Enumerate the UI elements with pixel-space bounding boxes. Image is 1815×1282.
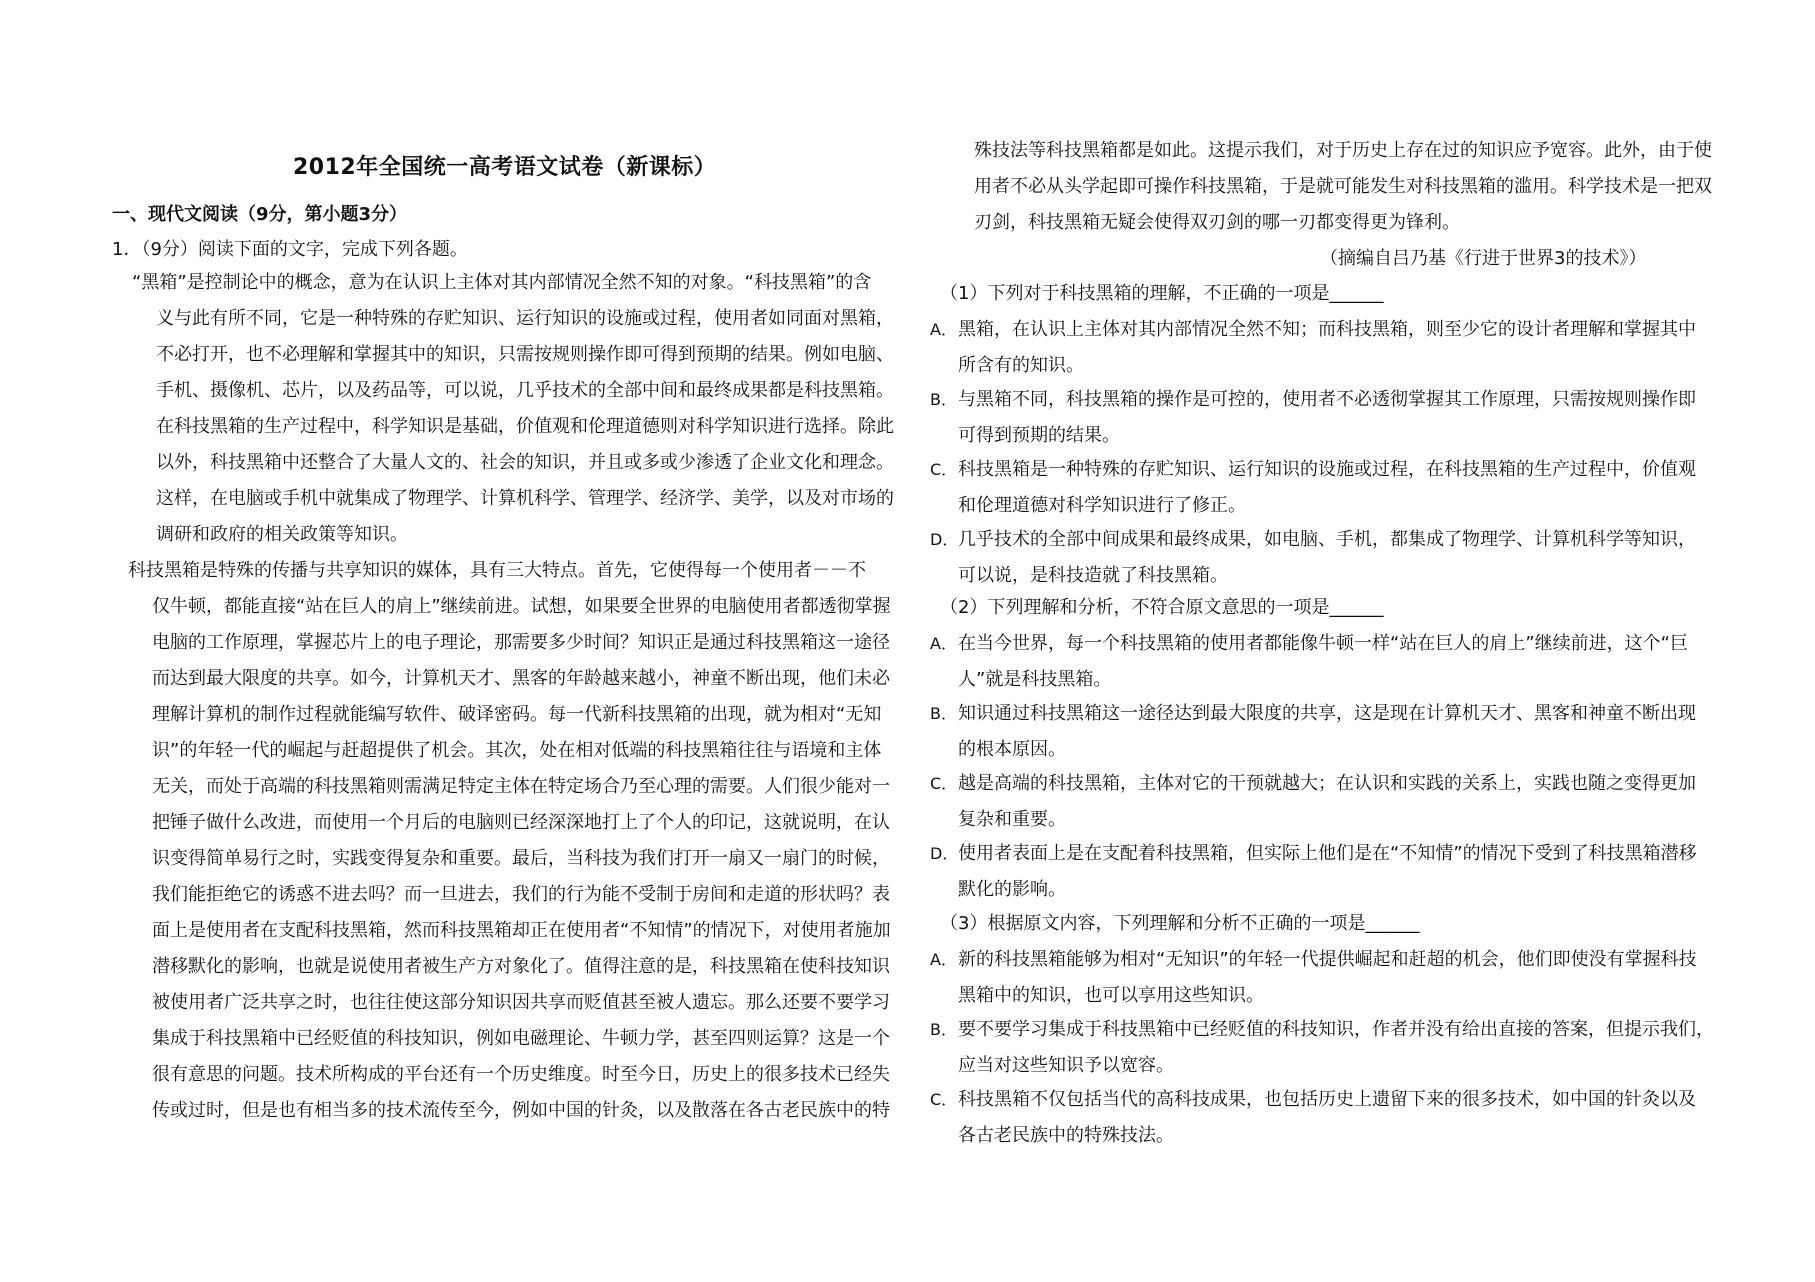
sub-question-2-stem: （2）下列理解和分析，不符合原文意思的一项是______ bbox=[940, 597, 1384, 618]
option-label: D． bbox=[930, 844, 959, 863]
option-line: 和伦理道德对科学知识进行了修正。 bbox=[958, 495, 1246, 516]
option-line: 科技黑箱不仅包括当代的高科技成果，也包括历史上遗留下来的很多技术，如中国的针灸以及 bbox=[958, 1089, 1696, 1110]
option-line: 越是高端的科技黑箱，主体对它的干预就越大；在认识和实践的关系上，实践也随之变得更加 bbox=[958, 773, 1696, 794]
passage-line: “黑箱”是控制论中的概念，意为在认识上主体对其内部情况全然不知的对象。“科技黑箱”的含 bbox=[132, 272, 872, 293]
source-citation: （摘编自吕乃基《行进于世界3的技术》） bbox=[1320, 248, 1647, 269]
question-heading: 1．（9分）阅读下面的文字，完成下列各题。 bbox=[112, 239, 468, 260]
option-line: 所含有的知识。 bbox=[958, 355, 1084, 376]
passage-line: 科技黑箱是特殊的传播与共享知识的媒体，具有三大特点。首先，它使得每一个使用者－－不 bbox=[128, 560, 866, 581]
option-label: C． bbox=[930, 774, 958, 793]
passage-paragraph-1 bbox=[132, 265, 900, 553]
option-line: 与黑箱不同，科技黑箱的操作是可控的，使用者不必透彻掌握其工作原理，只需按规则操作即 bbox=[958, 389, 1696, 410]
sub-question-3-stem: （3）根据原文内容，下列理解和分析不正确的一项是______ bbox=[940, 913, 1420, 934]
option-line: 人”就是科技黑箱。 bbox=[958, 669, 1112, 690]
passage-line: 识变得简单易行之时，实践变得复杂和重要。最后，当科技为我们打开一扇又一扇门的时候， bbox=[152, 848, 890, 869]
option-label: C． bbox=[930, 1090, 958, 1109]
passage-line: 把锤子做什么改进，而使用一个月后的电脑则已经深深地打上了个人的印记，这就说明，在认 bbox=[152, 812, 890, 833]
option-line: 可得到预期的结果。 bbox=[958, 425, 1120, 446]
passage-line: 识”的年轻一代的崛起与赶超提供了机会。其次，处在相对低端的科技黑箱往往与语境和主体 bbox=[152, 740, 882, 761]
passage-line: 我们能拒绝它的诱惑不进去吗？而一旦进去，我们的行为能不受制于房间和走道的形状吗？表 bbox=[152, 884, 890, 905]
passage-line: 很有意思的问题。技术所构成的平台还有一个历史维度。时至今日，历史上的很多技术已经失 bbox=[152, 1064, 890, 1085]
option-line: 复杂和重要。 bbox=[958, 809, 1066, 830]
option-line: 可以说，是科技造就了科技黑箱。 bbox=[958, 565, 1228, 586]
option-line: 几乎技术的全部中间成果和最终成果，如电脑、手机，都集成了物理学、计算机科学等知识， bbox=[958, 529, 1696, 550]
passage-line: 潜移默化的影响，也就是说使用者被生产方对象化了。值得注意的是，科技黑箱在使科技知识 bbox=[152, 956, 890, 977]
option-line: 默化的影响。 bbox=[958, 879, 1066, 900]
option-label: C． bbox=[930, 460, 958, 479]
passage-line: 手机、摄像机、芯片，以及药品等，可以说，几乎技术的全部中间和最终成果都是科技黑箱。 bbox=[156, 380, 894, 401]
passage-line: 而达到最大限度的共享。如今，计算机天才、黑客的年龄越来越小，神童不断出现，他们未必 bbox=[152, 668, 890, 689]
passage-line: 调研和政府的相关政策等知识。 bbox=[156, 524, 408, 545]
option-label: A． bbox=[930, 634, 957, 653]
sub-question-1-stem: （1）下列对于科技黑箱的理解，不正确的一项是______ bbox=[940, 283, 1384, 304]
option-label: B． bbox=[930, 390, 957, 409]
option-line: 黑箱中的知识，也可以享用这些知识。 bbox=[958, 985, 1264, 1006]
passage-line: 传或过时，但是也有相当多的技术流传至今，例如中国的针灸，以及散落在各古老民族中的特 bbox=[152, 1100, 890, 1121]
option-line: 在当今世界，每一个科技黑箱的使用者都能像牛顿一样“站在巨人的肩上”继续前进，这个“巨 bbox=[958, 633, 1688, 654]
passage-line: 刃剑，科技黑箱无疑会使得双刃剑的哪一刃都变得更为锋利。 bbox=[974, 212, 1460, 233]
passage-line: 不必打开，也不必理解和掌握其中的知识，只需按规则操作即可得到预期的结果。例如电脑、 bbox=[156, 344, 894, 365]
section-heading: 一、现代文阅读（9分，第小题3分） bbox=[112, 204, 408, 225]
option-line: 知识通过科技黑箱这一途径达到最大限度的共享，这是现在计算机天才、黑客和神童不断出现 bbox=[958, 703, 1696, 724]
passage-line: 殊技法等科技黑箱都是如此。这提示我们，对于历史上存在过的知识应予宽容。此外，由于使 bbox=[974, 140, 1712, 161]
option-label: A． bbox=[930, 950, 957, 969]
passage-line: 义与此有所不同，它是一种特殊的存贮知识、运行知识的设施或过程，使用者如同面对黑箱， bbox=[156, 308, 894, 329]
option-line: 的根本原因。 bbox=[958, 739, 1066, 760]
option-line: 应当对这些知识予以宽容。 bbox=[958, 1055, 1174, 1076]
option-label: D． bbox=[930, 530, 959, 549]
option-label: B． bbox=[930, 704, 957, 723]
passage-line: 被使用者广泛共享之时，也往往使这部分知识因共享而贬值甚至被人遗忘。那么还要不要学习 bbox=[152, 992, 890, 1013]
passage-line: 用者不必从头学起即可操作科技黑箱，于是就可能发生对科技黑箱的滥用。科学技术是一把双 bbox=[974, 176, 1712, 197]
passage-paragraph-2 bbox=[128, 553, 896, 1129]
option-line: 科技黑箱是一种特殊的存贮知识、运行知识的设施或过程，在科技黑箱的生产过程中，价值观 bbox=[958, 459, 1696, 480]
passage-line: 理解计算机的制作过程就能编写软件、破译密码。每一代新科技黑箱的出现，就为相对“无知 bbox=[152, 704, 882, 725]
option-line: 新的科技黑箱能够为相对“无知识”的年轻一代提供崛起和赶超的机会，他们即使没有掌握科技 bbox=[958, 949, 1697, 970]
passage-line: 仅牛顿，都能直接“站在巨人的肩上”继续前进。试想，如果要全世界的电脑使用者都透彻掌握 bbox=[152, 596, 891, 617]
passage-continuation bbox=[950, 133, 1730, 241]
passage-line: 面上是使用者在支配科技黑箱，然而科技黑箱却正在使用者“不知情”的情况下，对使用者施加 bbox=[152, 920, 891, 941]
passage-line: 这样，在电脑或手机中就集成了物理学、计算机科学、管理学、经济学、美学，以及对市场的 bbox=[156, 488, 894, 509]
passage-line: 在科技黑箱的生产过程中，科学知识是基础，价值观和伦理道德则对科学知识进行选择。除此 bbox=[156, 416, 894, 437]
option-line: 各古老民族中的特殊技法。 bbox=[958, 1125, 1174, 1146]
option-label: A． bbox=[930, 320, 957, 339]
option-line: 黑箱，在认识上主体对其内部情况全然不知；而科技黑箱，则至少它的设计者理解和掌握其中 bbox=[958, 319, 1696, 340]
option-line: 使用者表面上是在支配着科技黑箱，但实际上他们是在“不知情”的情况下受到了科技黑箱潜移 bbox=[958, 843, 1697, 864]
page-title: 2012年全国统一高考语文试卷（新课标） bbox=[293, 155, 717, 180]
passage-line: 集成于科技黑箱中已经贬值的科技知识，例如电磁理论、牛顿力学，甚至四则运算？这是一个 bbox=[152, 1028, 890, 1049]
option-label: B． bbox=[930, 1020, 957, 1039]
passage-line: 无关，而处于高端的科技黑箱则需满足特定主体在特定场合乃至心理的需要。人们很少能对一 bbox=[152, 776, 890, 797]
passage-line: 电脑的工作原理，掌握芯片上的电子理论，那需要多少时间？知识正是通过科技黑箱这一途径 bbox=[152, 632, 890, 653]
option-line: 要不要学习集成于科技黑箱中已经贬值的科技知识，作者并没有给出直接的答案，但提示我们， bbox=[958, 1019, 1714, 1040]
passage-line: 以外，科技黑箱中还整合了大量人文的、社会的知识，并且或多或少渗透了企业文化和理念。 bbox=[156, 452, 894, 473]
